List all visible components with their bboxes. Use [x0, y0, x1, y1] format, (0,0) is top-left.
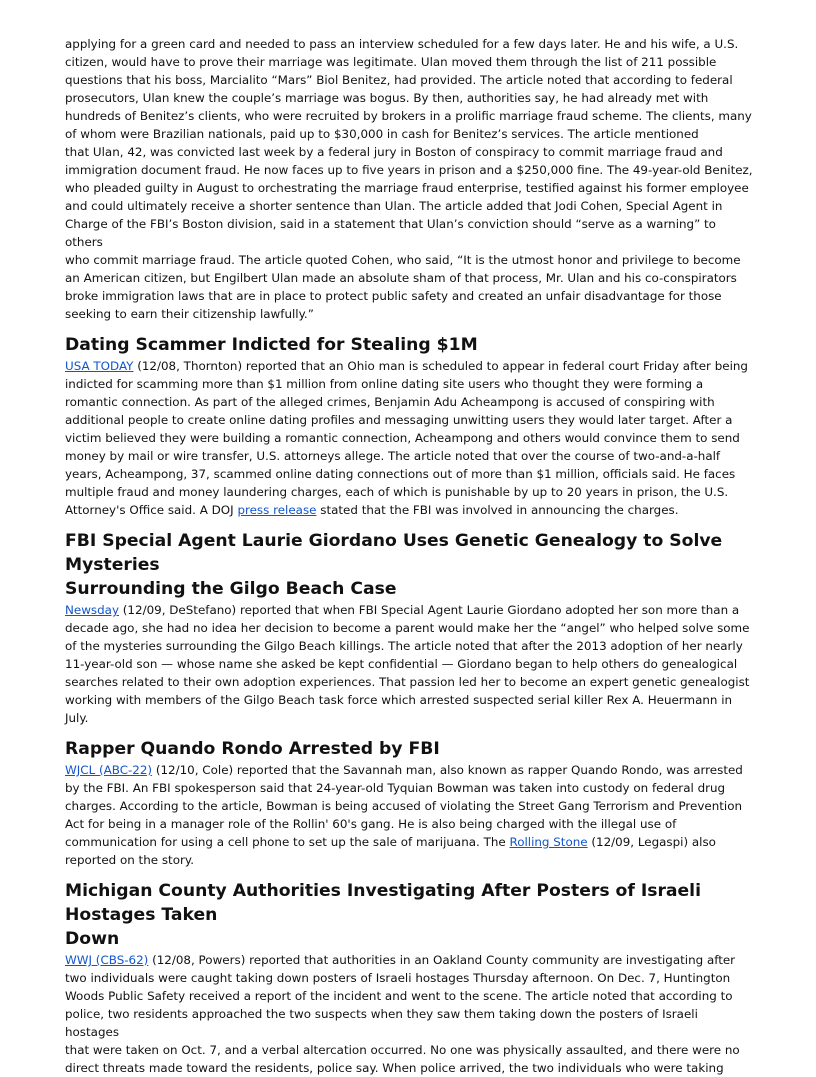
article-heading: Rapper Quando Rondo Arrested by FBI — [65, 739, 440, 759]
article-text-end: (12/09, Legaspi) also reported on the story. — [65, 835, 716, 867]
article-text: (12/08, Powers) reported that authorities in an Oakland County community are investigating after two individuals were caught taking down posters of Israeli hostages Thursday afternoon. On Dec. 7, Huntington Woods Public Safety received a report of the incident and went to the scene. The article noted that according to police, two residents approached the two suspects when they saw them taking down the posters of Israeli hostages that were taken on Oct. 7, and a verbal altercation occurred. No one was physically assaulted, and there were no direct threats made toward the residents, police say. When police arrived, the two individuals who were taking — [65, 953, 740, 1075]
article-quando-rondo — [65, 737, 755, 869]
intro-paragraph: applying for a green card and needed to pass an interview scheduled for a few days later. He and his wife, a U.S. citizen, would have to prove their marriage was legitimate. Ulan moved them through the list of 211 possible questions that his boss, Marcialito “Mars” Biol Benitez, had provided. The article noted that according to federal prosecutors, Ulan knew the couple’s marriage was bogus. By then, authorities say, he had already met with hundreds of Benitez’s clients, who were recruited by brokers in a prolific marriage fraud scheme. The clients, many of whom were Brazilian nationals, paid up to $30,000 in cash for Benitez’s services. The article mentioned that Ulan, 42, was convicted last week by a federal jury in Boston of conspiracy to commit marriage fraud and immigration document fraud. He now faces up to five years in prison and a $250,000 fine. The 49-year-old Benitez, who pleaded guilty in August to orchestrating the marriage fraud enterprise, testified against his former employee and could ultimately receive a shorter sentence than Ulan. The article added that Jodi Cohen, Special Agent in Charge of the FBI’s Boston division, said in a statement that Ulan’s conviction should “serve as a warning” to others who commit marriage fraud. The article quoted Cohen, who said, “It is the utmost honor and privilege to become an American citizen, but Engilbert Ulan made an absolute sham of that process, Mr. Ulan and his co-conspirators broke immigration laws that are in place to protect public safety and created an unfair disadvantage for those seeking to earn their citizenship lawfully.” — [65, 37, 753, 321]
source-link-wwj[interactable]: WWJ (CBS-62) — [65, 953, 149, 967]
article-body — [65, 761, 755, 869]
article-body — [65, 951, 755, 1077]
article-michigan-posters — [65, 879, 755, 1077]
article-text: (12/08, Thornton) reported that an Ohio man is scheduled to appear in federal court Friday after being indicted for scamming more than $1 million from online dating site users who thought they were forming a romantic connection. As part of the alleged crimes, Benjamin Adu Acheampong is accused of conspiring with additional people to create online dating profiles and messaging unwitting users they would later target. After a victim believed they were building a romantic connection, Acheampong and others would convince them to send money by mail or wire transfer, U.S. attorneys allege. The article noted that over the course of two-and-a-half years, Acheampong, 37, scammed online dating connections out of more than $1 million, officials said. He faces multiple fraud and money laundering charges, each of which is punishable by up to 20 years in prison, the U.S. Attorney's Office said. A DOJ — [65, 359, 748, 517]
article-body — [65, 357, 755, 519]
article-heading: Dating Scammer Indicted for Stealing $1M — [65, 335, 478, 355]
article-dating-scammer — [65, 333, 755, 519]
document-page — [65, 35, 755, 1077]
press-release-link[interactable]: press release — [237, 503, 317, 517]
article-text-end: stated that the FBI was involved in announcing the charges. — [316, 503, 679, 517]
article-text: (12/10, Cole) reported that the Savannah man, also known as rapper Quando Rondo, was arrested by the FBI. An FBI spokesperson said that 24-year-old Tyquian Bowman was taken into custody on federal drug charges. According to the article, Bowman is being accused of violating the Street Gang Terrorism and Prevention Act for being in a manager role of the Rollin' 60's gang. He is also being charged with the illegal use of communication for using a cell phone to set up the sale of marijuana. The — [65, 763, 743, 849]
source-link-usa-today[interactable]: USA TODAY — [65, 359, 134, 373]
article-gilgo-beach — [65, 529, 755, 727]
article-heading: Michigan County Authorities Investigating After Posters of Israeli Hostages Taken Down — [65, 881, 701, 949]
article-body — [65, 601, 755, 727]
source-link-wjcl[interactable]: WJCL (ABC-22) — [65, 763, 153, 777]
article-text: (12/09, DeStefano) reported that when FBI Special Agent Laurie Giordano adopted her son more than a decade ago, she had no idea her decision to become a parent would make her the “angel” who helped solve some of the mysteries surrounding the Gilgo Beach killings. The article noted that after the 2013 adoption of her nearly 11-year-old son — whose name she asked be kept confidential — Giordano began to help others do genealogical searches related to their own adoption experiences. That passion led her to become an expert genetic genealogist working with members of the Gilgo Beach task force which arrested suspected serial killer Rex A. Heuermann in July. — [65, 603, 750, 725]
rolling-stone-link[interactable]: Rolling Stone — [509, 835, 588, 849]
source-link-newsday[interactable]: Newsday — [65, 603, 120, 617]
article-heading: FBI Special Agent Laurie Giordano Uses Genetic Genealogy to Solve Mysteries Surrounding the Gilgo Beach Case — [65, 531, 723, 599]
